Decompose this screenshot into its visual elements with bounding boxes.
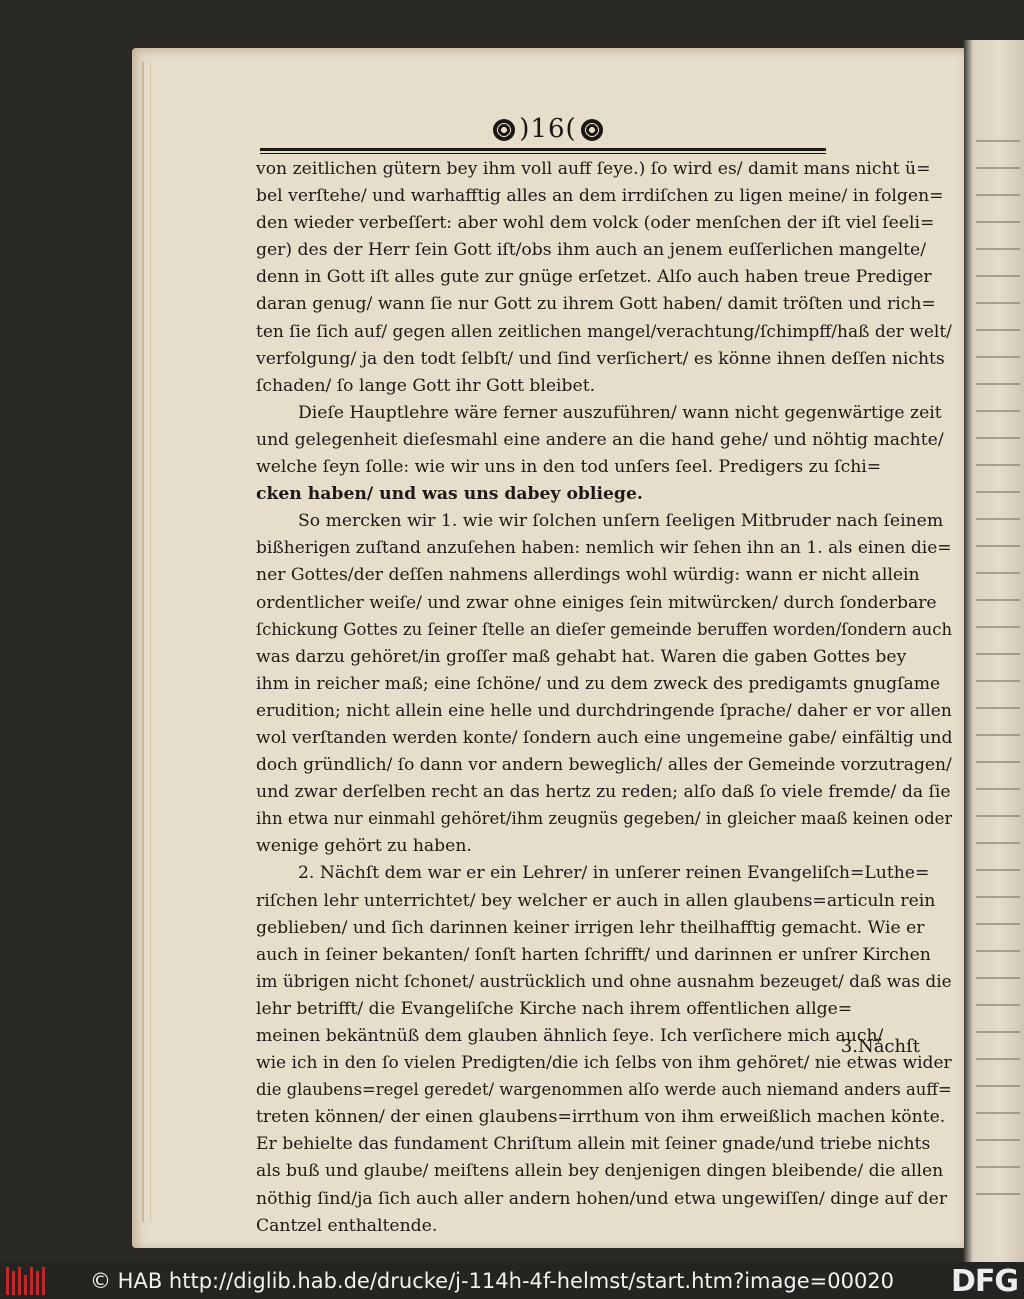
catchword: 3.Nächſt [840, 1036, 920, 1057]
text-line: und gelegenheit dieſesmahl eine andere an die hand gehe/ und nöhtig machte/ [256, 429, 944, 450]
text-line: was darzu gehöret/in groſſer maß gehabt hat. Waren die gaben Gottes bey [256, 646, 907, 667]
text-line: 2. Nächſt dem war er ein Lehrer/ in unſerer reinen Evangeliſch=Luthe= [298, 863, 930, 884]
leaf-edge-mark [976, 950, 1020, 952]
leaf-edge-mark [976, 842, 1020, 844]
copyright-url-link[interactable]: © HAB http://diglib.hab.de/drucke/j-114h-4f-helmst/start.htm?image=00020 [90, 1269, 895, 1293]
header-rule [260, 148, 826, 154]
leaf-edge-mark [976, 1004, 1020, 1006]
neighbouring-page-edge [962, 40, 1024, 1262]
text-line: denn in Gott iſt alles gute zur gnüge erſetzet. Alſo auch haben treue Prediger [256, 267, 932, 288]
leaf-edge-mark [976, 653, 1020, 655]
text-line: wenige gehört zu haben. [256, 836, 472, 857]
text-line: bißherigen zuſtand anzuſehen haben: nemlich wir ſehen ihn an 1. als einen die= [256, 538, 952, 559]
text-line: ger) des der Herr ſein Gott iſt/obs ihm auch an jenem euſſerlichen mangelte/ [256, 240, 927, 261]
hab-logo-icon [6, 1267, 50, 1295]
text-line: Er behielte das fundament Chriſtum allein mit ſeiner gnade/und triebe nichts [256, 1134, 931, 1155]
page-number: 16 [530, 114, 566, 144]
leaf-edge-mark [976, 869, 1020, 871]
text-line: den wieder verbeſſert: aber wohl dem volck (oder menſchen der iſt viel ſeeli= [256, 213, 935, 234]
text-line: daran genug/ wann ſie nur Gott zu ihrem Gott haben/ damit tröſten und rich= [256, 294, 936, 315]
leaf-edge-mark [976, 437, 1020, 439]
leaf-edge-mark [976, 923, 1020, 925]
page-header [132, 114, 964, 144]
text-line: erudition; nicht allein eine helle und durchdringende ſprache/ daher er vor allen [256, 700, 952, 721]
text-line: riſchen lehr unterrichtet/ bey welcher er auch in allen glaubens=articuln rein [256, 890, 936, 911]
leaf-edge-mark [976, 518, 1020, 520]
leaf-edge-mark [976, 734, 1020, 736]
leaf-edge-mark [976, 626, 1020, 628]
leaf-edge-mark [976, 275, 1020, 277]
leaf-edge-mark [976, 356, 1020, 358]
text-line: wie ich in den ſo vielen Predigten/die ich ſelbs von ihm gehöret/ nie etwas wider [256, 1053, 952, 1074]
leaf-edge-mark [976, 248, 1020, 250]
leaf-edge-mark [976, 815, 1020, 817]
text-line: und zwar derſelben recht an das hertz zu reden; alſo daß ſo viele fremde/ da ſie [256, 782, 951, 803]
text-line: meinen bekäntnüß dem glauben ähnlich ſeye. Ich verſichere mich auch/ [256, 1026, 884, 1046]
page-header-close: ( [565, 114, 577, 144]
leaf-edge-mark [976, 1112, 1020, 1114]
leaf-edge-mark [976, 302, 1020, 304]
text-line: doch gründlich/ ſo dann vor andern beweglich/ alles der Gemeinde vorzutragen/ [256, 755, 952, 776]
text-line: ner Gottes/der deſſen nahmens allerdings wohl würdig: wann er nicht allein [256, 565, 920, 586]
leaf-edge-mark [976, 1031, 1020, 1033]
text-line: verfolgung/ ja den todt ſelbſt/ und ſind verſichert/ es könne ihnen deſſen nichts [256, 348, 945, 369]
text-line: im übrigen nicht ſchonet/ austrücklich und ohne ausnahm bezeuget/ daß was die [256, 971, 952, 992]
text-line: auch in ſeiner bekanten/ ſonſt harten ſchrifft/ und darinnen er unſrer Kirchen [256, 944, 931, 965]
text-line: die glaubens=regel geredet/ wargenommen alſo werde auch niemand anders auff= [256, 1080, 952, 1101]
text-line: geblieben/ und ſich darinnen keiner irrigen lehr theilhafftig gemacht. Wie er [256, 917, 925, 938]
text-line: wol verſtanden werden konte/ ſondern auch eine ungemeine gabe/ einfältig und [256, 727, 952, 748]
text-line: ihn etwa nur einmahl gehöret/ihm zeugnüs gegeben/ in gleicher maaß keinen oder [256, 809, 952, 830]
text-line: ihm in reicher maß; eine ſchöne/ und zu dem zweck des predigamts gnugſame [256, 673, 941, 694]
leaf-edge-mark [976, 977, 1020, 979]
leaf-edge-mark [976, 491, 1020, 493]
body-text [256, 156, 952, 1240]
text-line: ſchickung Gottes zu ſeiner ſtelle an dieſer gemeinde beruffen worden/ſondern auch [256, 619, 952, 640]
leaf-edge-mark [976, 194, 1020, 196]
text-line: lehr betrifft/ die Evangeliſche Kirche nach ihrem offentlichen allge= [256, 998, 853, 1019]
leaf-edge-mark [976, 140, 1020, 142]
text-line: ſchaden/ ſo lange Gott ihr Gott bleibet. [256, 375, 596, 396]
text-line: treten können/ der einen glaubens=irrthum von ihm erweißlich machen könte. [256, 1107, 946, 1128]
leaf-edge-mark [976, 1193, 1020, 1195]
text-line: bel verſtehe/ und warhafftig alles an dem irrdiſchen zu ligen meine/ in folgen= [256, 186, 944, 207]
rosette-ornament-icon [581, 119, 603, 141]
leaf-edge-mark [976, 761, 1020, 763]
text-line: cken haben/ und was uns dabey obliege. [256, 484, 643, 505]
leaf-edge-mark [976, 545, 1020, 547]
text-line: von zeitlichen gütern bey ihm voll auff ſeye.) ſo wird es/ damit mans nicht ü= [256, 159, 931, 179]
leaf-edge-mark [976, 1166, 1020, 1168]
leaf-edge-mark [976, 383, 1020, 385]
text-line: nöthig ſind/ja ſich auch aller andern hohen/und etwa ungewiſſen/ dinge auf der [256, 1188, 948, 1209]
leaf-edge-mark [976, 1085, 1020, 1087]
leaf-edge-mark [976, 572, 1020, 574]
leaf-edge-mark [976, 410, 1020, 412]
viewer-footer [0, 1262, 1024, 1299]
leaf-edge-mark [976, 221, 1020, 223]
text-line: ten ſie ſich auf/ gegen allen zeitlichen mangel/verachtung/ſchimpff/haß der welt/ [256, 321, 952, 342]
leaf-edge-mark [976, 167, 1020, 169]
leaf-edge-mark [976, 464, 1020, 466]
leaf-edge-mark [976, 599, 1020, 601]
leaf-edge-mark [976, 707, 1020, 709]
page-header-open: ) [519, 114, 531, 144]
leaf-edge-mark [976, 329, 1020, 331]
leaf-edge-mark [976, 680, 1020, 682]
leaf-edge-mark [976, 1058, 1020, 1060]
book-page [132, 48, 964, 1248]
text-line: welche ſeyn ſolle: wie wir uns in den tod unſers ſeel. Predigers zu ſchi= [256, 457, 882, 478]
text-line: So mercken wir 1. wie wir ſolchen unſern ſeeligen Mitbruder nach ſeinem [298, 511, 944, 532]
rosette-ornament-icon [493, 119, 515, 141]
text-line: Cantzel enthaltende. [256, 1215, 438, 1236]
text-line: Dieſe Hauptlehre wäre ferner auszuführen/ wann nicht gegenwärtige zeit [298, 402, 942, 423]
leaf-edge-mark [976, 896, 1020, 898]
text-line: ordentlicher weiſe/ und zwar ohne einiges ſein mitwürcken/ durch ſonderbare [256, 592, 937, 613]
leaf-edge-mark [976, 1139, 1020, 1141]
dfg-logo: DFG [950, 1264, 1018, 1299]
text-line: als buß und glaube/ meiſtens allein bey denjenigen dingen bleibende/ die allen [256, 1161, 944, 1182]
leaf-edge-mark [976, 788, 1020, 790]
